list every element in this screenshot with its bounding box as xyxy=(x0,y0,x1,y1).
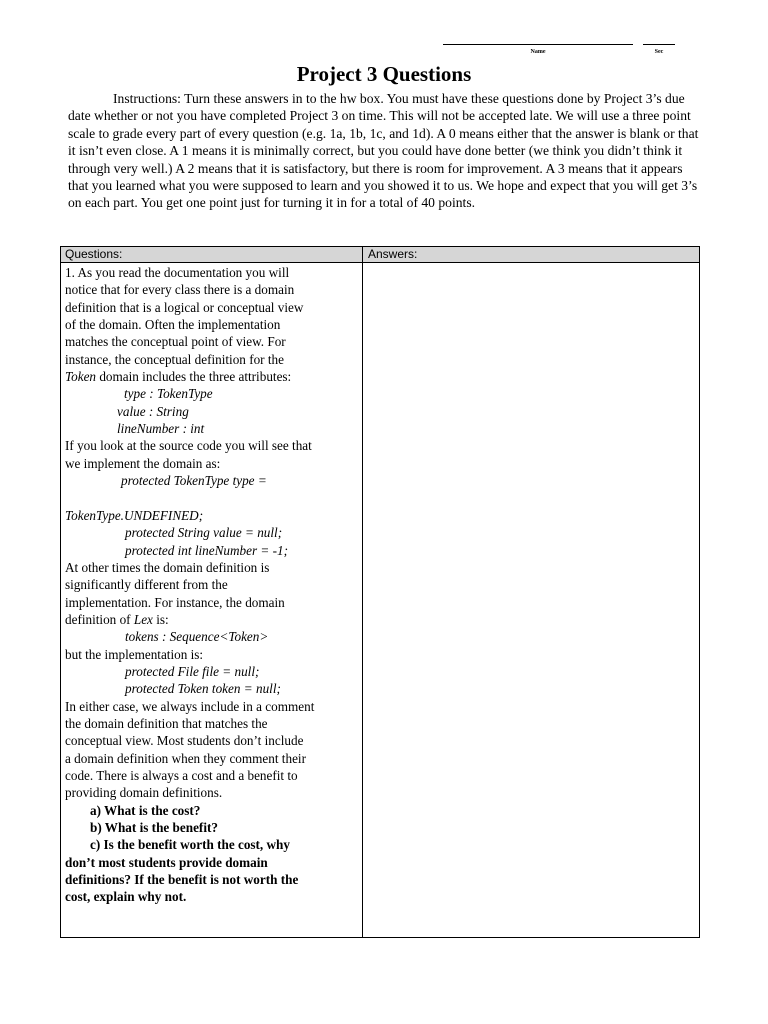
token-attribute: type : TokenType xyxy=(124,386,213,402)
code-line: protected File file = null; xyxy=(125,663,260,679)
question-1b: b) What is the benefit? xyxy=(90,820,218,835)
q1-line: instance, the conceptual definition for the xyxy=(65,351,284,367)
questions-column-header: Questions: xyxy=(65,247,123,261)
q1-line: a domain definition when they comment their xyxy=(65,750,306,766)
q1-line xyxy=(65,368,360,385)
q1-line: code. There is always a cost and a benefit to xyxy=(65,767,298,783)
lex-class-name: Lex xyxy=(133,611,153,627)
q1-line: At other times the domain definition is xyxy=(65,559,270,575)
code-line: protected String value = null; xyxy=(125,525,283,541)
q1-line: implementation. For instance, the domain xyxy=(65,594,285,610)
code-line: protected Token token = null; xyxy=(125,681,281,697)
sec-label: Sec xyxy=(654,49,664,55)
page-title: Project 3 Questions xyxy=(296,62,472,86)
q1-text: is: xyxy=(152,611,169,627)
token-class-name: Token xyxy=(65,369,97,385)
answers-column-header: Answers: xyxy=(368,247,418,261)
code-line: protected int lineNumber = -1; xyxy=(125,542,288,558)
code-line: protected TokenType type = xyxy=(121,473,267,489)
q1-line: significantly different from the xyxy=(65,577,228,593)
question-1-cell xyxy=(65,264,360,906)
token-attribute: value : String xyxy=(117,403,189,419)
q1-line: In either case, we always include in a comment xyxy=(65,698,315,714)
blank-line xyxy=(65,489,360,506)
question-1a: a) What is the cost? xyxy=(90,802,201,818)
lex-domain-definition: tokens : Sequence<Token> xyxy=(125,629,269,645)
q1-line: matches the conceptual point of view. For xyxy=(65,334,286,350)
sec-line xyxy=(643,44,675,45)
questions-table xyxy=(60,246,700,938)
token-attribute: lineNumber : int xyxy=(117,421,205,437)
q1-text: domain includes the three attributes: xyxy=(96,369,292,385)
q1-line xyxy=(65,611,360,628)
q1-line: conceptual view. Most students don’t include xyxy=(65,733,304,749)
q1-line: but the implementation is: xyxy=(65,646,204,662)
question-1c-cont: don’t most students provide domain xyxy=(65,854,268,870)
q1-line: notice that for every class there is a domain xyxy=(65,282,295,298)
question-1c-cont: cost, explain why not. xyxy=(65,889,187,905)
column-divider xyxy=(362,247,363,937)
q1-line: providing domain definitions. xyxy=(65,785,223,801)
q1-line: If you look at the source code you will see that xyxy=(65,438,312,454)
name-label: Name xyxy=(530,49,546,55)
q1-line: 1. As you read the documentation you will xyxy=(65,265,290,280)
question-1c: c) Is the benefit worth the cost, why xyxy=(90,837,290,853)
q1-text: definition of xyxy=(65,611,134,627)
name-line xyxy=(443,44,633,45)
q1-line: of the domain. Often the implementation xyxy=(65,317,281,333)
q1-line: the domain definition that matches the xyxy=(65,715,268,731)
q1-line: we implement the domain as: xyxy=(65,455,221,471)
q1-line: definition that is a logical or conceptual view xyxy=(65,299,304,315)
code-line: TokenType.UNDEFINED; xyxy=(65,507,204,523)
question-1c-cont: definitions? If the benefit is not worth the xyxy=(65,872,299,888)
instructions-paragraph: Instructions: Turn these answers in to the hw box. You must have these questions done by Project 3’s due date whether or not you have completed Project 3 on time. This will not be accepted late. We will use a three point scale to grade every part of every question (e.g. 1a, 1b, 1c, and 1d). A 0 means either that the answer is blank or that it isn’t even close. A 1 means it is minimally correct, but you could have done better (we think you didn’t think it through very well.) A 2 means that it is satisfactory, but there is room for improvement. A 3 means that it appears that you learned what you were supposed to learn and you showed it to us. We hope and expect that you will get 3’s on each part. You get one point just for turning it in for a total of 40 points. xyxy=(68,91,699,211)
